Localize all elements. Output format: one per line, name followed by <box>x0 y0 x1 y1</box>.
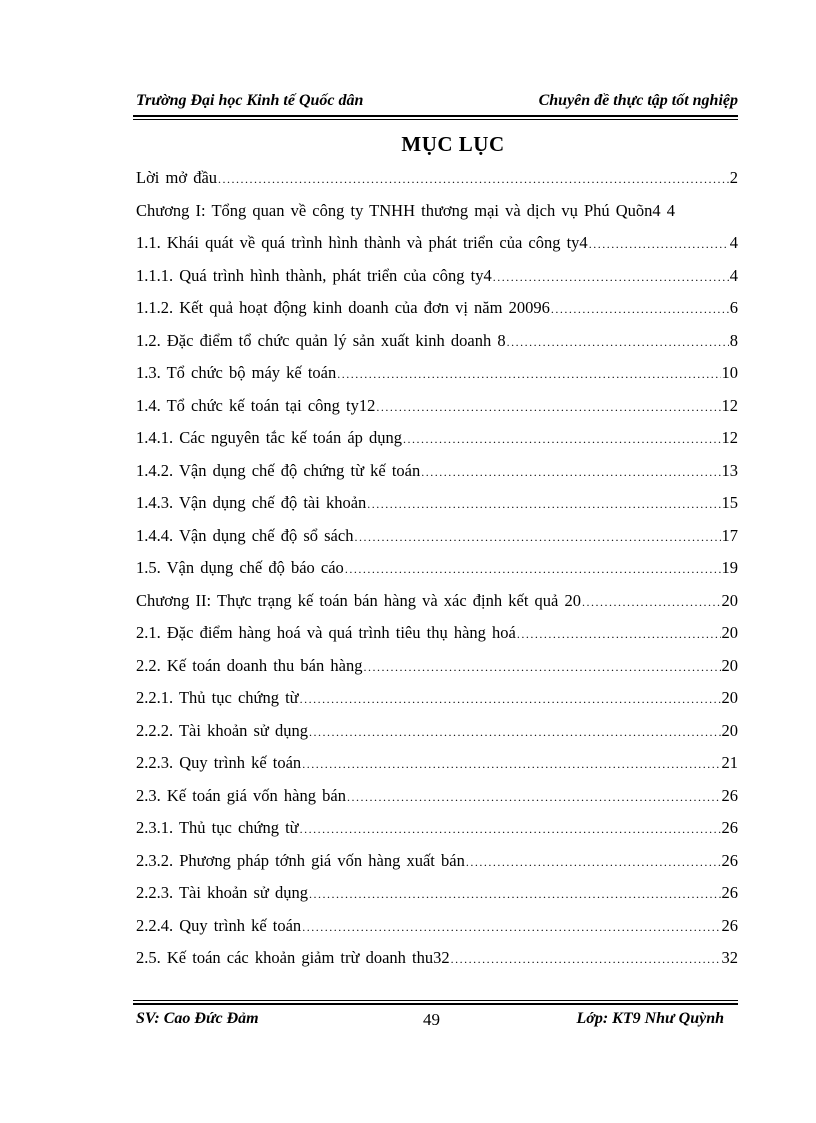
toc-entry <box>136 753 738 786</box>
toc-entry-page: 12 <box>721 395 738 415</box>
toc-entry-label: 2.3.1. Thủ tục chứng từ <box>136 818 299 837</box>
toc-entry-label: 2.2.3. Tài khoản sử dụng <box>136 883 309 902</box>
toc-leader-dots <box>345 562 721 577</box>
toc-entry-page: 17 <box>721 525 738 545</box>
toc-entry <box>136 493 738 526</box>
header-rule-thin <box>133 119 738 120</box>
toc-entry-page: 15 <box>721 493 738 512</box>
footer-class: Lớp: KT9 Như Quỳnh <box>576 1010 724 1027</box>
toc-leader-dots <box>589 237 729 252</box>
toc-leader-dots <box>363 660 720 675</box>
toc-entry-label: 2.2. Kế toán doanh thu bán hàng <box>136 655 363 675</box>
toc-leader-dots <box>421 465 720 480</box>
toc-leader-dots <box>517 627 721 642</box>
page-title: MỤC LỤC <box>401 132 505 156</box>
toc-leader-dots <box>302 757 720 772</box>
toc-entry-label: Chương II: Thực trạng kế toán bán hàng và xác định kết quả 20 <box>136 590 581 610</box>
toc-leader-dots <box>507 335 729 350</box>
toc-entry-label: 1.1.1. Quá trình hình thành, phát triển của công ty4 <box>136 265 492 285</box>
toc-leader-dots <box>309 725 720 740</box>
toc-entry <box>136 721 738 754</box>
toc-leader-dots <box>466 855 721 870</box>
toc-entry-page: 8 <box>729 330 738 350</box>
toc-entry <box>136 851 738 884</box>
toc-entry-label: 2.3. Kế toán giá vốn hàng bán <box>136 785 346 805</box>
toc-entry <box>136 558 738 591</box>
table-of-contents <box>136 168 738 981</box>
toc-entry-label: 2.5. Kế toán các khoản giảm trừ doanh thu32 <box>136 948 450 967</box>
toc-leader-dots <box>218 172 729 187</box>
toc-entry <box>136 591 738 624</box>
toc-entry-page: 10 <box>721 363 738 382</box>
toc-entry-label: Lời mở đầu <box>136 168 218 187</box>
toc-leader-dots <box>300 692 721 707</box>
toc-leader-dots <box>302 920 720 935</box>
toc-entry-label: 2.2.2. Tài khoản sử dụng <box>136 720 309 740</box>
toc-entry-page: 12 <box>721 428 738 447</box>
toc-leader-dots <box>451 952 721 967</box>
toc-entry <box>136 916 738 949</box>
toc-entry-page: 13 <box>721 460 738 480</box>
toc-leader-dots <box>354 530 720 545</box>
toc-entry-label: 2.2.1. Thủ tục chứng từ <box>136 688 299 707</box>
toc-entry-label: 1.1. Khái quát về quá trình hình thành và phát triển của công ty4 <box>136 233 588 252</box>
toc-entry-page: 26 <box>721 785 738 805</box>
toc-entry-page: 20 <box>721 590 738 610</box>
toc-entry-label: 1.4.4. Vận dụng chế độ sổ sách <box>136 525 354 545</box>
toc-leader-dots <box>367 497 720 512</box>
toc-entry <box>136 363 738 396</box>
toc-entry-page: 32 <box>721 948 738 967</box>
toc-entry-page: 19 <box>721 558 738 577</box>
toc-entry-label: 1.4.1. Các nguyên tắc kế toán áp dụng <box>136 428 403 447</box>
footer-rule-thick <box>133 1003 738 1005</box>
toc-entry-label: 1.1.2. Kết quả hoạt động kinh doanh của đơn vị năm 20096 <box>136 298 550 317</box>
toc-entry-page: 4 <box>729 233 738 252</box>
page-header <box>133 90 738 114</box>
toc-entry <box>136 526 738 559</box>
toc-leader-dots <box>551 302 729 317</box>
toc-entry <box>136 396 738 429</box>
toc-entry <box>136 266 738 299</box>
toc-entry-page: 26 <box>721 818 738 837</box>
footer-page-number: 49 <box>423 1010 440 1029</box>
toc-entry-page: 20 <box>721 623 738 642</box>
toc-entry-label: 2.2.3. Quy trình kế toán <box>136 753 302 772</box>
toc-entry-page: 2 <box>729 168 738 187</box>
toc-leader-dots <box>337 367 720 382</box>
header-rule-thick <box>133 115 738 117</box>
toc-entry-label: 1.5. Vận dụng chế độ báo cáo <box>136 558 344 577</box>
toc-entry-page: 26 <box>721 915 738 935</box>
toc-entry <box>136 331 738 364</box>
header-university: Trường Đại học Kinh tế Quốc dân <box>136 92 364 109</box>
toc-entry <box>136 786 738 819</box>
toc-entry-label: 1.3. Tổ chức bộ máy kế toán <box>136 363 337 382</box>
toc-entry <box>136 818 738 851</box>
toc-entry <box>136 201 738 234</box>
toc-entry-label: 2.2.4. Quy trình kế toán <box>136 915 302 935</box>
toc-entry-page: 26 <box>721 883 738 902</box>
toc-entry-page: 4 <box>729 265 738 285</box>
toc-leader-dots <box>347 790 721 805</box>
toc-entry <box>136 298 738 331</box>
toc-leader-dots <box>300 822 721 837</box>
toc-leader-dots <box>376 400 720 415</box>
toc-entry <box>136 168 738 201</box>
toc-entry <box>136 656 738 689</box>
toc-entry-page: 21 <box>721 753 738 772</box>
toc-entry-page: 6 <box>729 298 738 317</box>
toc-entry-page: 26 <box>721 850 738 870</box>
toc-entry <box>136 461 738 494</box>
toc-leader-dots <box>493 270 729 285</box>
toc-entry <box>136 233 738 266</box>
toc-entry-label: 2.1. Đặc điểm hàng hoá và quá trình tiêu thụ hàng hoá <box>136 623 516 642</box>
toc-entry <box>136 688 738 721</box>
footer-rule-thin <box>133 1000 738 1001</box>
header-document-type: Chuyên đề thực tập tốt nghiệp <box>538 92 738 109</box>
toc-entry-label: 2.3.2. Phương pháp tớnh giá vốn hàng xuất bán <box>136 850 465 870</box>
toc-leader-dots <box>309 887 720 902</box>
footer-student: SV: Cao Đức Đảm <box>136 1010 259 1027</box>
toc-entry-label: Chương I: Tổng quan về công ty TNHH thương mại và dịch vụ Phú Quõn4 4 <box>136 200 676 220</box>
toc-entry-label: 1.4.3. Vận dụng chế độ tài khoản <box>136 493 367 512</box>
toc-entry <box>136 428 738 461</box>
toc-entry-label: 1.4. Tổ chức kế toán tại công ty12 <box>136 395 376 415</box>
toc-entry-label: 1.2. Đặc điểm tổ chức quản lý sản xuất kinh doanh 8 <box>136 330 506 350</box>
toc-entry-label: 1.4.2. Vận dụng chế độ chứng từ kế toán <box>136 460 421 480</box>
toc-leader-dots <box>582 595 721 610</box>
toc-entry-page: 20 <box>721 720 738 740</box>
toc-entry <box>136 948 738 981</box>
toc-entry <box>136 883 738 916</box>
toc-entry <box>136 623 738 656</box>
toc-entry-page: 20 <box>721 688 738 707</box>
page-footer <box>133 1010 738 1034</box>
toc-leader-dots <box>403 432 720 447</box>
toc-entry-page: 20 <box>721 655 738 675</box>
